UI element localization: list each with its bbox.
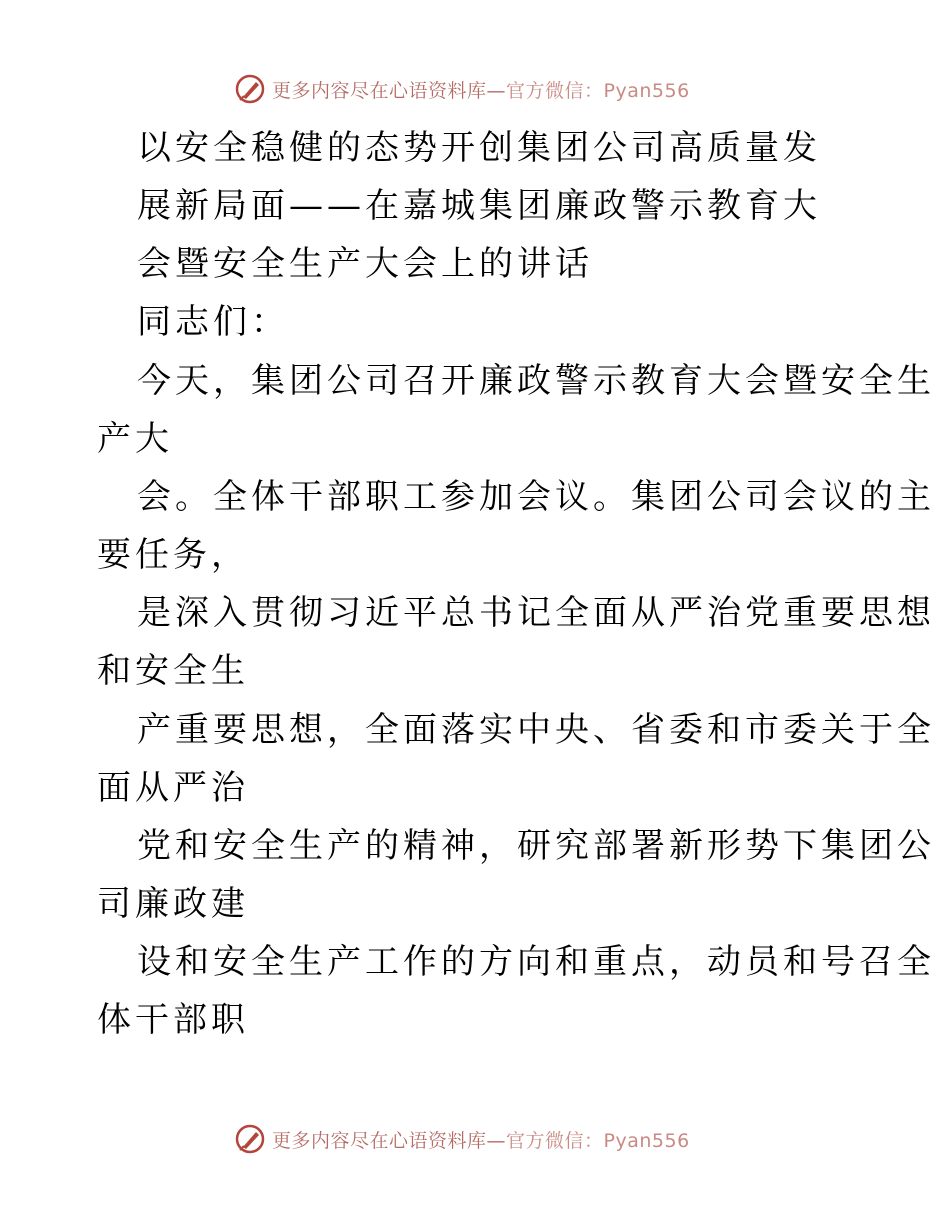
watermark-separator: — xyxy=(486,1129,507,1152)
body-line: 要任务， xyxy=(97,535,249,575)
body-line: 会。全体干部职工参加会议。集团公司会议的主 xyxy=(137,477,935,517)
body-line: 和安全生 xyxy=(97,651,249,691)
watermark-contact: 官方微信：Pyan556 xyxy=(506,79,690,102)
body-line: 面从严治 xyxy=(97,768,249,808)
salutation: 同志们： xyxy=(137,302,289,342)
quill-logo-icon xyxy=(234,73,266,105)
body-line: 是深入贯彻习近平总书记全面从严治党重要思想 xyxy=(137,593,935,633)
watermark-brand: 更多内容尽在心语资料库 xyxy=(272,1129,487,1152)
title-line-2: 展新局面——在嘉城集团廉政警示教育大 xyxy=(137,186,821,226)
watermark-separator: — xyxy=(486,79,507,102)
watermark-brand: 更多内容尽在心语资料库 xyxy=(272,79,487,102)
body-line: 今天，集团公司召开廉政警示教育大会暨安全生 xyxy=(137,361,935,401)
title-line-3: 会暨安全生产大会上的讲话 xyxy=(137,244,593,284)
footer-watermark xyxy=(234,1122,690,1156)
watermark-text xyxy=(272,1126,690,1153)
header-watermark xyxy=(234,72,690,106)
quill-logo-icon xyxy=(234,1123,266,1155)
body-line: 产重要思想，全面落实中央、省委和市委关于全 xyxy=(137,710,935,750)
title-line-1: 以安全稳健的态势开创集团公司高质量发 xyxy=(137,128,821,168)
body-line: 体干部职 xyxy=(97,1000,249,1040)
body-line: 设和安全生产工作的方向和重点，动员和号召全 xyxy=(137,942,935,982)
body-line: 党和安全生产的精神，研究部署新形势下集团公 xyxy=(137,826,935,866)
body-line: 产大 xyxy=(97,419,173,459)
watermark-text xyxy=(272,76,690,103)
body-line: 司廉政建 xyxy=(97,884,249,924)
watermark-contact: 官方微信：Pyan556 xyxy=(506,1129,690,1152)
